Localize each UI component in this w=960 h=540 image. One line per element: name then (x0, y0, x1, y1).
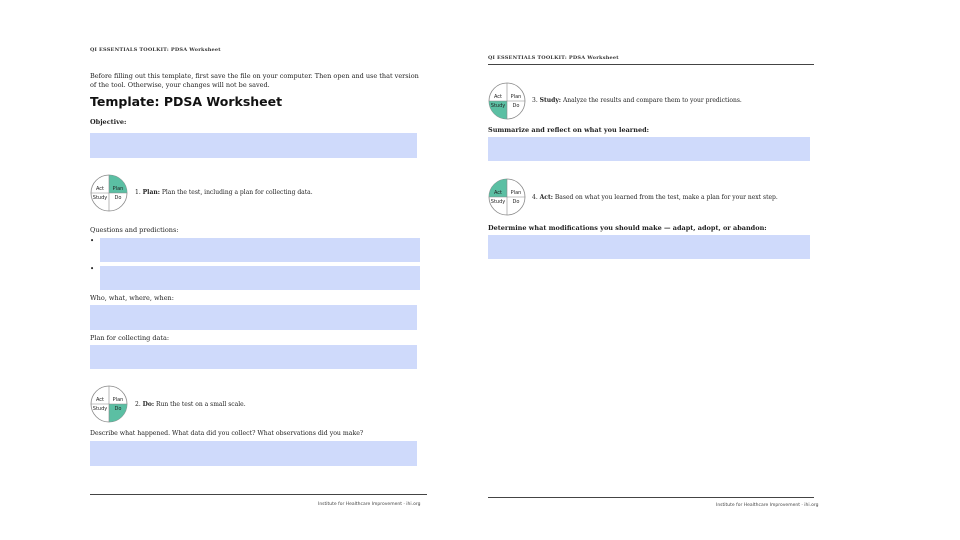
who-field[interactable] (90, 305, 417, 330)
step-1-text: 1. Plan: Plan the test, including a plan for collecting data. (135, 189, 313, 196)
determine-field[interactable] (488, 235, 810, 259)
cycle-study-label: Study (490, 199, 506, 205)
cycle-act-label: Act (95, 397, 105, 403)
toolkit-label: QI ESSENTIALS TOOLKIT: (488, 55, 567, 61)
step-4-text: 4. Act: Based on what you learned from the test, make a plan for your next step. (532, 194, 778, 201)
cycle-plan-label: Plan (112, 186, 124, 192)
summarize-field[interactable] (488, 137, 810, 161)
cycle-study-label: Study (92, 406, 108, 412)
left-footer: Institute for Healthcare Improvement · ihi.org (318, 502, 421, 507)
doc-label: PDSA Worksheet (568, 55, 619, 61)
cycle-do-label: Do (512, 199, 520, 205)
cycle-act-label: Act (493, 190, 503, 196)
right-header-rule (488, 64, 814, 65)
right-footer: Institute for Healthcare Improvement · ihi.org (716, 503, 819, 508)
objective-field[interactable] (90, 133, 417, 158)
cycle-plan-label: Plan (510, 94, 522, 100)
plan-data-field[interactable] (90, 345, 417, 369)
cycle-do-label: Do (114, 406, 122, 412)
right-page-header (488, 55, 619, 61)
plan-data-label: Plan for collecting data: (90, 334, 170, 342)
describe-field[interactable] (90, 441, 417, 466)
who-label: Who, what, where, when: (90, 294, 174, 302)
right-footer-rule (488, 497, 814, 498)
step-2-text: 2. Do: Run the test on a small scale. (135, 401, 246, 408)
step-3-text: 3. Study: Analyze the results and compare them to your predictions. (532, 97, 742, 104)
cycle-plan-label: Plan (510, 190, 522, 196)
cycle-act-label: Act (95, 186, 105, 192)
footer-org: Institute for Healthcare Improvement (716, 503, 800, 508)
questions-label: Questions and predictions: (90, 226, 179, 234)
question-field-1[interactable] (100, 238, 420, 262)
intro-text: Before filling out this template, first save the file on your computer. Then open and use that version of the tool. Otherwise, your changes will not be saved. (90, 72, 419, 89)
footer-site: ihi.org (804, 503, 819, 508)
footer-org: Institute for Healthcare Improvement (318, 502, 402, 507)
determine-label: Determine what modifications you should make — adapt, adopt, or abandon: (488, 224, 767, 232)
summarize-label: Summarize and reflect on what you learned: (488, 126, 650, 134)
cycle-plan-label: Plan (112, 397, 124, 403)
cycle-act-label: Act (493, 94, 503, 100)
describe-label: Describe what happened. What data did you collect? What observations did you make? (90, 430, 364, 437)
objective-label: Objective: (90, 118, 127, 126)
left-footer-rule (90, 494, 427, 495)
cycle-do-label: Do (114, 195, 122, 201)
left-page-header (90, 47, 221, 53)
footer-site: ihi.org (406, 502, 421, 507)
cycle-do-label: Do (512, 103, 520, 109)
pdsa-cycle-study-icon (488, 82, 526, 120)
cycle-study-label: Study (92, 195, 108, 201)
pdsa-cycle-do-icon (90, 385, 128, 423)
cycle-study-label: Study (490, 103, 506, 109)
bullet-1: • (90, 237, 95, 245)
bullet-2: • (90, 265, 95, 273)
pdsa-cycle-plan-icon (90, 174, 128, 212)
pdsa-cycle-act-icon (488, 178, 526, 216)
page-title: Template: PDSA Worksheet (90, 94, 283, 109)
toolkit-label: QI ESSENTIALS TOOLKIT: (90, 47, 169, 53)
doc-label: PDSA Worksheet (170, 47, 221, 53)
question-field-2[interactable] (100, 266, 420, 290)
